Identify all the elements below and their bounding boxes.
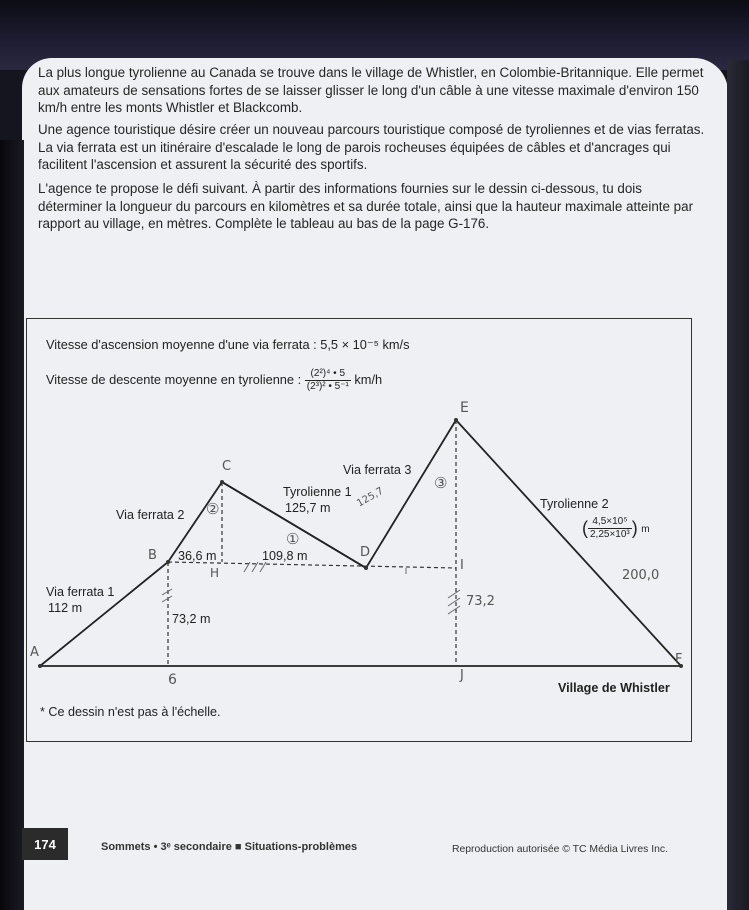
height-bh-label: 36,6 m	[178, 549, 217, 563]
via-ferrata-2-label: Via ferrata 2	[116, 508, 185, 522]
point-d-handwritten: D	[360, 545, 371, 560]
point-i-handwritten: I	[460, 558, 464, 573]
point-c-handwritten: C	[222, 459, 232, 474]
handwritten-125-7: 125,7	[355, 485, 386, 510]
point-a-handwritten: A	[30, 645, 39, 660]
step-2-marker: ②	[206, 500, 220, 518]
tyrolienne-2-length: ( $\frac{\text{4,5×10⁵}}{\text{2,25×10³}}$ ) m	[582, 516, 650, 540]
tyrolienne-2-label: Tyrolienne 2	[540, 497, 609, 511]
tyrolienne-2-denominator: 2,25×10³	[590, 529, 630, 540]
handwritten-200: 200,0	[622, 568, 660, 583]
page-number: 174	[22, 828, 68, 860]
point-h-handwritten: H	[210, 566, 220, 580]
village-label: Village de Whistler	[558, 681, 670, 695]
footer-book-title: Sommets • 3ᵉ secondaire ■ Situations-problèmes	[101, 841, 358, 853]
via-ferrata-1-label: Via ferrata 1	[46, 585, 115, 599]
tyrolienne-1-length: 125,7 m	[285, 501, 331, 515]
intro-paragraph-1: La plus longue tyrolienne au Canada se trouve dans le village de Whistler, en Colombie-Britannique. Elle permet aux amateurs de sensations fortes de se laisser glisser le long d'un câble à une vitesse maximale d'environ 150 km/h entre les monts Whistler et Blackcomb.	[38, 65, 704, 115]
via-ferrata-3-label: Via ferrata 3	[343, 463, 412, 477]
tyrolienne-1-label: Tyrolienne 1	[283, 485, 352, 499]
course-profile	[40, 420, 681, 666]
tyrolienne-2-numerator: 4,5×10⁵	[588, 516, 632, 529]
point-g-handwritten: 6	[168, 672, 177, 688]
via-ferrata-1-length: 112 m	[48, 601, 83, 615]
point-j-handwritten: J	[460, 668, 464, 683]
height-bg-label: 73,2 m	[172, 612, 211, 626]
ascent-speed-text: Vitesse d'ascension moyenne d'une via ferrata : 5,5 × 10⁻⁵ km/s	[46, 337, 410, 352]
point-e-handwritten: E	[460, 400, 469, 416]
distance-hd-label: 109,8 m	[262, 549, 308, 563]
step-3-marker: ③	[434, 474, 448, 492]
tyrolienne-2-unit: m	[641, 523, 650, 535]
descent-speed-denominator: (2³)² • 5⁻¹	[306, 381, 349, 392]
step-1-marker: ①	[286, 530, 300, 548]
descent-speed-unit: km/h	[354, 371, 383, 387]
descent-speed-label: Vitesse de descente moyenne en tyrolienne :	[46, 371, 302, 387]
scale-note: * Ce dessin n'est pas à l'échelle.	[40, 705, 221, 719]
footer-copyright: Reproduction autorisée © TC Média Livres Inc.	[452, 844, 668, 855]
point-b-handwritten: B	[148, 548, 157, 563]
point-f-handwritten: F	[675, 652, 683, 667]
intro-paragraph-3: L'agence te propose le défi suivant. À partir des informations fournies sur le dessin ci-dessous, tu dois déterminer la longueur du parcours en kilomètres et sa durée totale, ainsi que la hauteur maximale atteinte par rapport au village, en mètres. Complète le tableau au bas de la page G-176.	[38, 181, 694, 231]
handwritten-73-2: 73,2	[466, 594, 495, 609]
descent-speed-numerator: (2²)⁴ • 5	[305, 368, 351, 381]
intro-paragraph-2: Une agence touristique désire créer un nouveau parcours touristique composé de tyroliennes et de vias ferratas. La via ferrata est un itinéraire d'escalade le long de parois rocheuses équipées de câbles et d'ancrages qui facilitent l'ascension et assurent la sécurité des sportifs.	[38, 122, 705, 172]
